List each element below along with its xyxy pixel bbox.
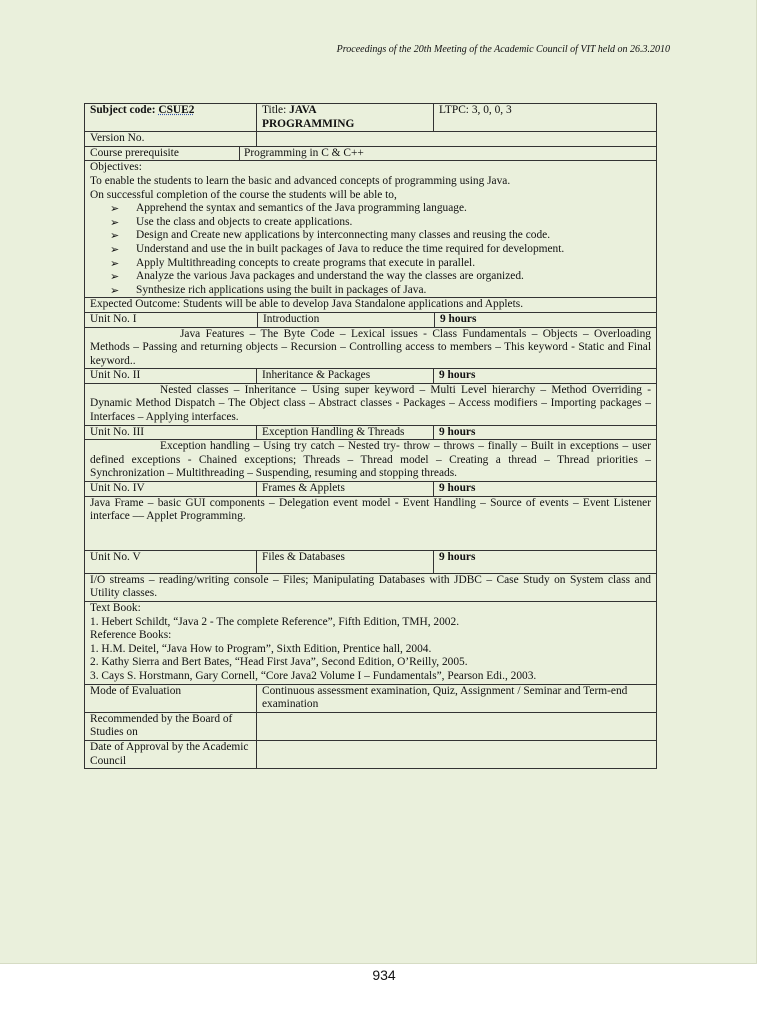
- unit-hours: 9 hours: [434, 550, 657, 573]
- arrowhead-bullet-icon: ➢: [110, 283, 120, 297]
- approval-value: [257, 740, 657, 768]
- unit-content: Exception handling – Using try catch – Nested try- throw – throws – finally – Built in exceptions – user defined exceptions - Chained exceptions; Threads – Thread model – Creating a thread – Thread priorities – Synchronization – Multithreading – Suspending, resuming and stopping threads.: [85, 440, 657, 482]
- objective-item: ➢ Analyze the various Java packages and understand the way the classes are organized.: [110, 270, 524, 284]
- version-row: [85, 132, 657, 147]
- subject-code-label: Subject code:: [90, 104, 156, 116]
- title-line2: PROGRAMMING: [262, 117, 355, 130]
- unit-content: Java Frame – basic GUI components – Delegation event model - Event Handling – Source of events – Event Listener interface –– Applet Programming.: [85, 496, 657, 550]
- reference-heading: Reference Books:: [90, 629, 172, 642]
- unit-number: Unit No. V: [85, 550, 257, 573]
- arrowhead-bullet-icon: ➢: [110, 229, 120, 243]
- title-cell: [257, 104, 434, 132]
- subject-code-cell: [85, 104, 257, 132]
- subject-row: [85, 104, 657, 132]
- reference-book-3: 3. Cays S. Horstmann, Gary Cornell, “Core Java2 Volume I – Fundamentals”, Pearson Edi., 2003.: [90, 669, 537, 682]
- proceedings-header: Proceedings of the 20th Meeting of the Academic Council of VIT held on 26.3.2010: [336, 44, 670, 55]
- books-row: [85, 602, 657, 685]
- evaluation-value: Continuous assessment examination, Quiz, Assignment / Seminar and Term-end examination: [257, 684, 657, 712]
- objective-item: ➢ Design and Create new applications by interconnecting many classes and reusing the code.: [110, 229, 551, 243]
- evaluation-row: [85, 684, 657, 712]
- unit-content-row: [85, 383, 657, 425]
- objective-item: ➢ Apply Multithreading concepts to create programs that execute in parallel.: [110, 256, 476, 270]
- objectives-row: [85, 161, 657, 298]
- prereq-row: [85, 146, 657, 161]
- unit-content: Java Features – The Byte Code – Lexical issues - Class Fundamentals – Objects – Overloading Methods – Passing and returning objects – Recursion – Controlling access to members – This keyword - Static and Final keyword..: [85, 327, 657, 369]
- text-book-heading: Text Book:: [90, 602, 141, 614]
- prereq-value: Programming in C & C++: [244, 146, 364, 159]
- unit-title: Introduction: [258, 313, 435, 327]
- arrowhead-bullet-icon: ➢: [110, 256, 120, 270]
- reference-book-2: 2. Kathy Sierra and Bert Bates, “Head First Java”, Second Edition, O’Reilly, 2005.: [90, 656, 468, 669]
- version-label: Version No.: [85, 132, 257, 147]
- prereq-cell: [85, 146, 657, 161]
- objective-item: ➢ Apprehend the syntax and semantics of the Java programming language.: [110, 202, 467, 216]
- unit-header-row: [85, 369, 657, 384]
- unit-content-row: [85, 573, 657, 601]
- objectives-cell: [85, 161, 657, 298]
- unit-header-row: [85, 482, 657, 497]
- unit-content-row: [85, 496, 657, 550]
- recommended-row: [85, 712, 657, 740]
- unit-hours: 9 hours: [434, 369, 657, 384]
- ltpc-cell: LTPC: 3, 0, 0, 3: [434, 104, 657, 132]
- unit-header-row: [85, 550, 657, 573]
- title-line1: JAVA: [289, 104, 317, 116]
- objective-item: ➢ Understand and use the in built packages of Java to reduce the time required for development.: [110, 242, 565, 256]
- unit-title: Exception Handling & Threads: [257, 425, 434, 440]
- objective-item: ➢ Use the class and objects to create applications.: [110, 215, 353, 229]
- recommended-label: Recommended by the Board of Studies on: [85, 712, 257, 740]
- unit-content: Nested classes – Inheritance – Using super keyword – Multi Level hierarchy – Method Overriding - Dynamic Method Dispatch – The Object class – Abstract classes - Packages – Access modifiers – Importing packages – Interfaces – Applying interfaces.: [85, 383, 657, 425]
- objectives-list: [90, 202, 651, 297]
- unit-content-row: [85, 440, 657, 482]
- unit-title: Inheritance & Packages: [257, 369, 434, 384]
- unit-header-row: [85, 312, 657, 327]
- recommended-value: [257, 712, 657, 740]
- approval-row: [85, 740, 657, 768]
- objectives-intro-1: To enable the students to learn the basic and advanced concepts of programming using Java.: [90, 174, 511, 187]
- unit-content-row: [85, 327, 657, 369]
- syllabus-table: [84, 103, 657, 769]
- unit-header-row: [85, 425, 657, 440]
- subject-code-value: CSUE2: [158, 104, 195, 116]
- title-label: Title:: [262, 104, 287, 116]
- unit-number: Unit No. I: [85, 313, 258, 327]
- approval-label: Date of Approval by the Academic Council: [85, 740, 257, 768]
- unit-hours: 9 hours: [434, 425, 657, 440]
- unit-content: I/O streams – reading/writing console – Files; Manipulating Databases with JDBC – Case Study on System class and Utility classes.: [85, 573, 657, 601]
- version-value: [257, 132, 657, 147]
- unit-hours: 9 hours: [440, 312, 477, 325]
- arrowhead-bullet-icon: ➢: [110, 215, 120, 229]
- arrowhead-bullet-icon: ➢: [110, 242, 120, 256]
- unit-number: Unit No. IV: [85, 482, 257, 497]
- unit-hours: 9 hours: [434, 482, 657, 497]
- arrowhead-bullet-icon: ➢: [110, 202, 120, 216]
- arrowhead-bullet-icon: ➢: [110, 270, 120, 284]
- objective-item: ➢ Synthesize rich applications using the built in packages of Java.: [110, 283, 427, 297]
- expected-outcome: Expected Outcome: Students will be able to develop Java Standalone applications and Applets.: [85, 298, 657, 313]
- reference-book-1: 1. H.M. Deitel, “Java How to Program”, Sixth Edition, Prentice hall, 2004.: [90, 642, 432, 655]
- prereq-label: Course prerequisite: [85, 147, 240, 161]
- books-cell: [85, 602, 657, 685]
- unit-title: Files & Databases: [257, 550, 434, 573]
- page-number: 934: [372, 967, 396, 983]
- evaluation-label: Mode of Evaluation: [85, 684, 257, 712]
- unit-number: Unit No. III: [85, 425, 257, 440]
- objectives-heading: Objectives:: [90, 161, 142, 174]
- text-book-1: 1. Hebert Schildt, “Java 2 - The complete Reference”, Fifth Edition, TMH, 2002.: [90, 615, 460, 628]
- outcome-row: [85, 298, 657, 313]
- unit-title: Frames & Applets: [257, 482, 434, 497]
- unit-number: Unit No. II: [85, 369, 257, 384]
- objectives-intro-2: On successful completion of the course the students will be able to,: [90, 188, 397, 201]
